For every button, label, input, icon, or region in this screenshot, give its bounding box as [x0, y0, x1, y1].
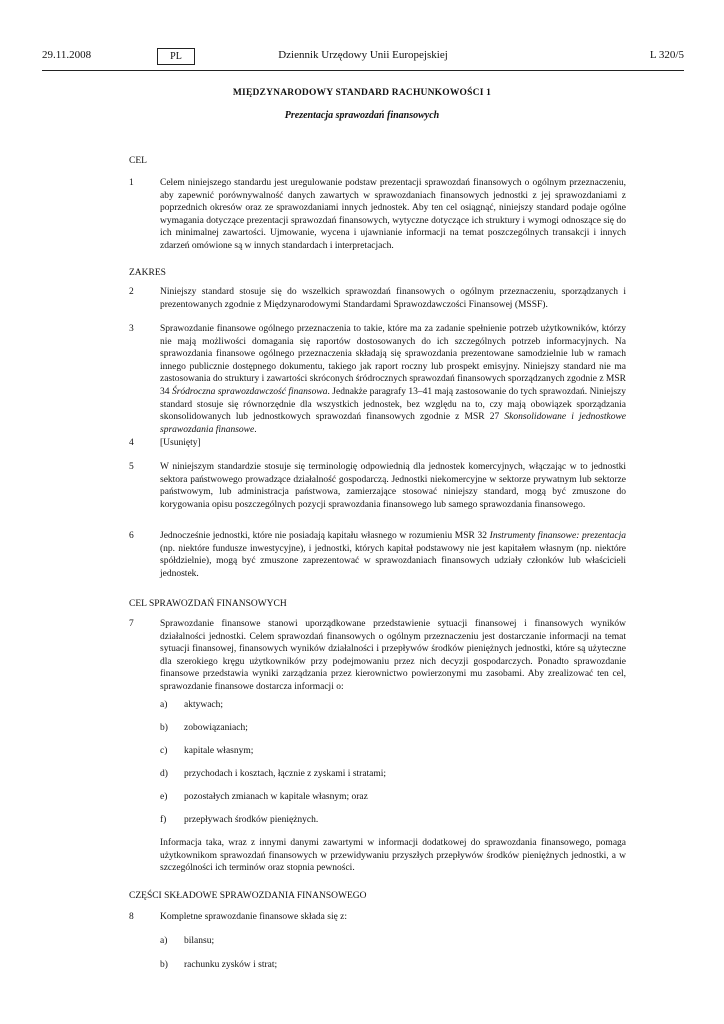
- paragraph-number: 4: [129, 438, 134, 448]
- paragraph-number: 3: [129, 324, 134, 334]
- paragraph-7-continuation: Informacja taka, wraz z innymi danymi zawartymi w informacji dodatkowej do sprawozdania finansowego, pomaga użytkownikom sprawozdań finansowych w przewidywaniu przyszłych przepływów środków pieniężnych jednostki, a w szczególności ich terminów oraz stopnia pewności.: [160, 838, 626, 874]
- header-page-number: L 320/5: [649, 49, 684, 61]
- paragraph-6: [160, 530, 626, 580]
- list-item-letter: b): [160, 723, 168, 733]
- list-item-letter: f): [160, 815, 167, 825]
- header-language-box: PL: [157, 48, 195, 65]
- section-heading-zakres: ZAKRES: [129, 268, 166, 278]
- list-item: pozostałych zmianach w kapitale własnym; oraz: [184, 792, 368, 802]
- paragraph-number: 2: [129, 287, 134, 297]
- list-item: zobowiązaniach;: [184, 723, 248, 733]
- section-heading-cel: CEL: [129, 156, 147, 166]
- paragraph-6-text-b: (np. niektóre fundusze inwestycyjne), i jednostki, których kapitał podstawowy nie jest kapitałem własnym (np. niektóre spółdzielnie), mogą być zmuszone zaprezentować w sprawozdaniach finansowych udziały członków lub właścicieli jednostek.: [160, 543, 626, 579]
- header-date: 29.11.2008: [42, 49, 92, 61]
- paragraph-number: 1: [129, 178, 134, 188]
- section-heading-cel-sprawozdan: CEL SPRAWOZDAŃ FINANSOWYCH: [129, 599, 287, 609]
- document-subtitle: Prezentacja sprawozdań finansowych: [284, 110, 440, 121]
- paragraph-number: 6: [129, 531, 134, 541]
- header-rule: [42, 70, 684, 71]
- paragraph-3-text-c: .: [254, 424, 257, 435]
- list-item-letter: c): [160, 746, 168, 756]
- list-item: rachunku zysków i strat;: [184, 960, 278, 970]
- list-item: kapitale własnym;: [184, 746, 254, 756]
- list-item-letter: a): [160, 936, 168, 946]
- list-item-letter: b): [160, 960, 168, 970]
- header-journal-title: Dziennik Urzędowy Unii Europejskiej: [278, 49, 448, 61]
- paragraph-3-reference-ias34: Śródroczna sprawozdawczość finansowa: [171, 386, 328, 397]
- paragraph-number: 8: [129, 912, 134, 922]
- paragraph-3-reference-ias27: Skonsolidowane i jednostkowe sprawozdania finansowe: [160, 412, 626, 435]
- paragraph-3: [160, 323, 626, 436]
- paragraph-8: Kompletne sprawozdanie finansowe składa się z:: [160, 912, 348, 922]
- list-item-letter: d): [160, 769, 168, 779]
- paragraph-number: 7: [129, 619, 134, 629]
- paragraph-6-text-a: Jednocześnie jednostki, które nie posiadają kapitału własnego w rozumieniu MSR 32: [160, 531, 490, 541]
- document-title: MIĘDZYNARODOWY STANDARD RACHUNKOWOŚCI 1: [232, 88, 492, 98]
- paragraph-4: [Usunięty]: [160, 438, 201, 448]
- page-header: [42, 48, 684, 66]
- paragraph-3-text-a: Sprawozdanie finansowe ogólnego przeznaczenia to takie, które ma za zadanie spełnienie potrzeb użytkowników, którzy nie mają możliwości domagania się raportów dostosowanych do ich szczególnych potrzeb informacyjnych. Na sprawozdania finansowe ogólnego przeznaczenia składają się sprawozdania prezentowane samodzielnie lub w ramach innego publicznie dostępnego dokumentu, takiego jak raport roczny lub prospekt emisyjny. Niniejszy standard nie ma zastosowania do struktury i zawartości skróconych śródrocznych sprawozdań finansowych sporządzanych zgodnie z MSR 34: [160, 324, 626, 397]
- paragraph-5: W niniejszym standardzie stosuje się terminologię odpowiednią dla jednostek komercyjnych, włączając w to jednostki sektora państwowego prowadzące działalność gospodarczą. Jednostki niekomercyjne w sektorze prywatnym lub sektorze państwowym, lub administracja państwowa, zamierzające stosować niniejszy standard, mogą być zmuszone do korygowania opisu poszczególnych pozycji sprawozdania finansowego lub samego sprawozdania finansowego.: [160, 462, 626, 510]
- list-item: przepływach środków pieniężnych.: [184, 815, 319, 825]
- paragraph-3-text-b: . Jednakże paragrafy 13–41 mają zastosowanie do tych sprawozdań. Niniejszy standard stosuje się równorzędnie dla wszystkich jednostek, bez względu na to, czy mają obowiązek sporządzania skonsolidowanych lub jednostkowych sprawozdań finansowych zgodnie z MSR 27: [160, 386, 626, 423]
- section-heading-czesci-skladowe: CZĘŚCI SKŁADOWE SPRAWOZDANIA FINANSOWEGO: [129, 891, 367, 901]
- list-item: przychodach i kosztach, łącznie z zyskami i stratami;: [184, 769, 387, 779]
- list-item: aktywach;: [184, 700, 224, 710]
- paragraph-number: 5: [129, 462, 134, 472]
- paragraph-1: Celem niniejszego standardu jest uregulowanie podstaw prezentacji sprawozdań finansowych o ogólnym przeznaczeniu, aby zapewnić porównywalność danych zawartych w sprawozdaniach finansowych jednostki z jej sprawozdaniami z poprzednich okresów oraz ze sprawozdaniami innych jednostek. Aby ten cel osiągnąć, niniejszy standard podaje ogólne wymagania dotyczące prezentacji sprawozdań finansowych, wytyczne dotyczące ich struktury i wymogi odnoszące się do ich minimalnej zawartości. Ujmowanie, wycena i ujawnianie informacji na temat poszczególnych transakcji i innych zdarzeń omówione są w innych standardach i interpretacjach.: [160, 178, 626, 251]
- paragraph-2: Niniejszy standard stosuje się do wszelkich sprawozdań finansowych o ogólnym przeznaczeniu, sporządzanych i prezentowanych zgodnie z Międzynarodowymi Standardami Sprawozdawczości Finansowej (MSSF).: [160, 287, 626, 310]
- list-item-letter: e): [160, 792, 168, 802]
- paragraph-6-reference-ias32: Instrumenty finansowe: prezentacja: [489, 531, 626, 541]
- list-item: bilansu;: [184, 936, 215, 946]
- list-item-letter: a): [160, 700, 168, 710]
- paragraph-7: Sprawozdanie finansowe stanowi uporządkowane przedstawienie sytuacji finansowej i finansowych wyników działalności jednostki. Celem sprawozdań finansowych o ogólnym przeznaczeniu jest dostarczanie informacji na temat sytuacji finansowej, finansowych wyników działalności i przepływów środków pieniężnych jednostki, które są użyteczne dla szerokiego kręgu użytkowników przy podejmowaniu przez nich decyzji gospodarczych. Ponadto sprawozdanie finansowe przedstawia wyniki zarządzania przez kierownictwo powierzonymi mu zasobami. Aby zrealizować ten cel, sprawozdanie finansowe dostarcza informacji o:: [160, 619, 626, 692]
